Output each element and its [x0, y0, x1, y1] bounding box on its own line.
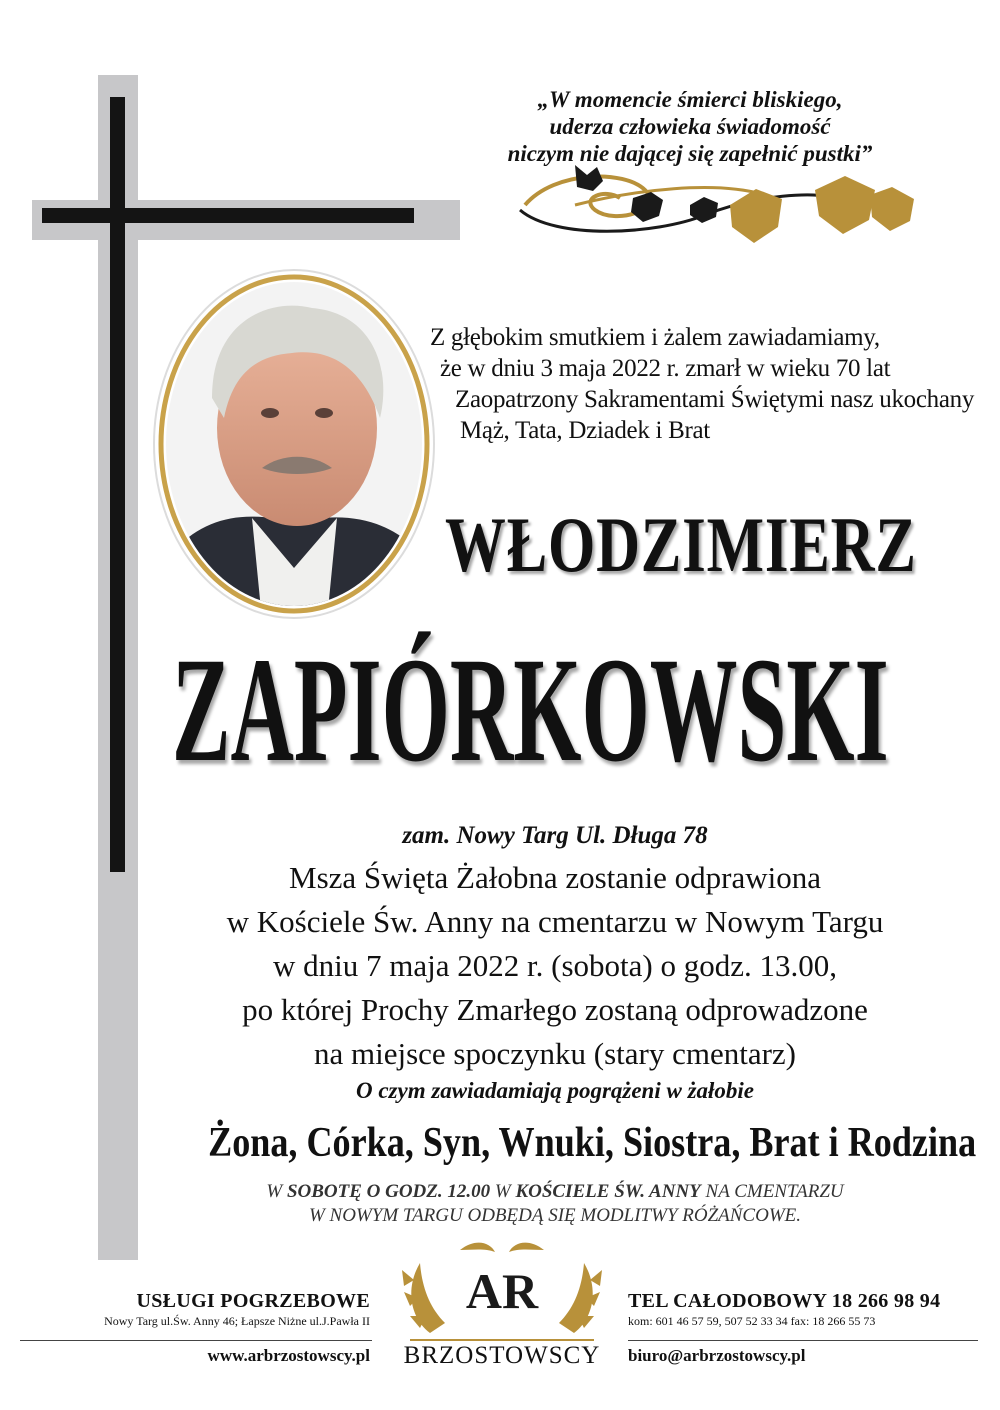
mass-line: w dniu 7 maja 2022 r. (sobota) o godz. 13.00, [273, 948, 837, 983]
funeral-services-address: Nowy Targ ul.Św. Anny 46; Łapsze Niżne ul.J.Pawła II [104, 1314, 370, 1328]
funeral-services-title: USŁUGI POGRZEBOWE [136, 1290, 370, 1312]
residence-address: zam. Nowy Targ Ul. Długa 78 [402, 822, 708, 849]
last-name: ZAPIÓRKOWSKI [172, 627, 889, 793]
intro-line: Zaopatrzony Sakramentami Świętymi nasz ukochany [455, 386, 975, 413]
rosary-text: NA CMENTARZU [700, 1181, 844, 1202]
leaf-vine-ornament-icon [515, 160, 935, 260]
rosary-text: W [490, 1181, 516, 1202]
cross-arm [42, 208, 414, 223]
quote-line: uderza człowieka świadomość [549, 114, 831, 139]
quote-line: niczym nie dającej się zapełnić pustki” [507, 141, 873, 166]
intro-line: że w dniu 3 maja 2022 r. zmarł w wieku 70 lat [440, 355, 891, 382]
intro-line: Z głębokim smutkiem i żalem zawiadamiamy, [430, 324, 880, 351]
logo-name: BRZOSTOWSCY [403, 1342, 601, 1369]
informers-line: O czym zawiadamiają pogrążeni w żałobie [355, 1078, 755, 1103]
divider [20, 1340, 372, 1341]
logo-letters: AR [465, 1263, 539, 1319]
quote-line: „W momencie śmierci bliskiego, [537, 87, 843, 112]
mass-line: na miejsce spoczynku (stary cmentarz) [313, 1036, 796, 1071]
rosary-place: KOŚCIELE ŚW. ANNY [515, 1181, 701, 1202]
rosary-time: SOBOTĘ O GODZ. 12.00 [286, 1181, 491, 1202]
intro-line: Mąż, Tata, Dziadek i Brat [460, 417, 710, 444]
announcement-intro [430, 322, 990, 446]
deceased-portrait [152, 268, 436, 620]
funeral-mass-info [140, 856, 970, 1076]
website-link[interactable]: www.arbrzostowscy.pl [207, 1346, 370, 1365]
rosary-notice [140, 1180, 970, 1228]
mass-line: w Kościele Św. Anny na cmentarzu w Nowym Targu [226, 904, 884, 939]
mobile-fax-numbers: kom: 601 46 57 59, 507 52 33 34 fax: 18 266 55 73 [628, 1314, 876, 1328]
rosary-text: W [266, 1181, 287, 1202]
phone-24h: TEL CAŁODOBOWY 18 266 98 94 [628, 1290, 941, 1312]
memorial-quote [430, 86, 950, 167]
rosary-line: W NOWYM TARGU ODBĘDĄ SIĘ MODLITWY RÓŻAŃCOWE. [308, 1205, 802, 1226]
email-link[interactable]: biuro@arbrzostowscy.pl [628, 1346, 806, 1365]
first-name: WŁODZIMIERZ [445, 501, 917, 588]
divider [628, 1340, 978, 1341]
mass-line: po której Prochy Zmarłego zostaną odprowadzone [242, 992, 868, 1027]
mass-line: Msza Święta Żałobna zostanie odprawiona [289, 860, 821, 895]
family-list: Żona, Córka, Syn, Wnuki, Siostra, Brat i Rodzina [208, 1120, 977, 1166]
